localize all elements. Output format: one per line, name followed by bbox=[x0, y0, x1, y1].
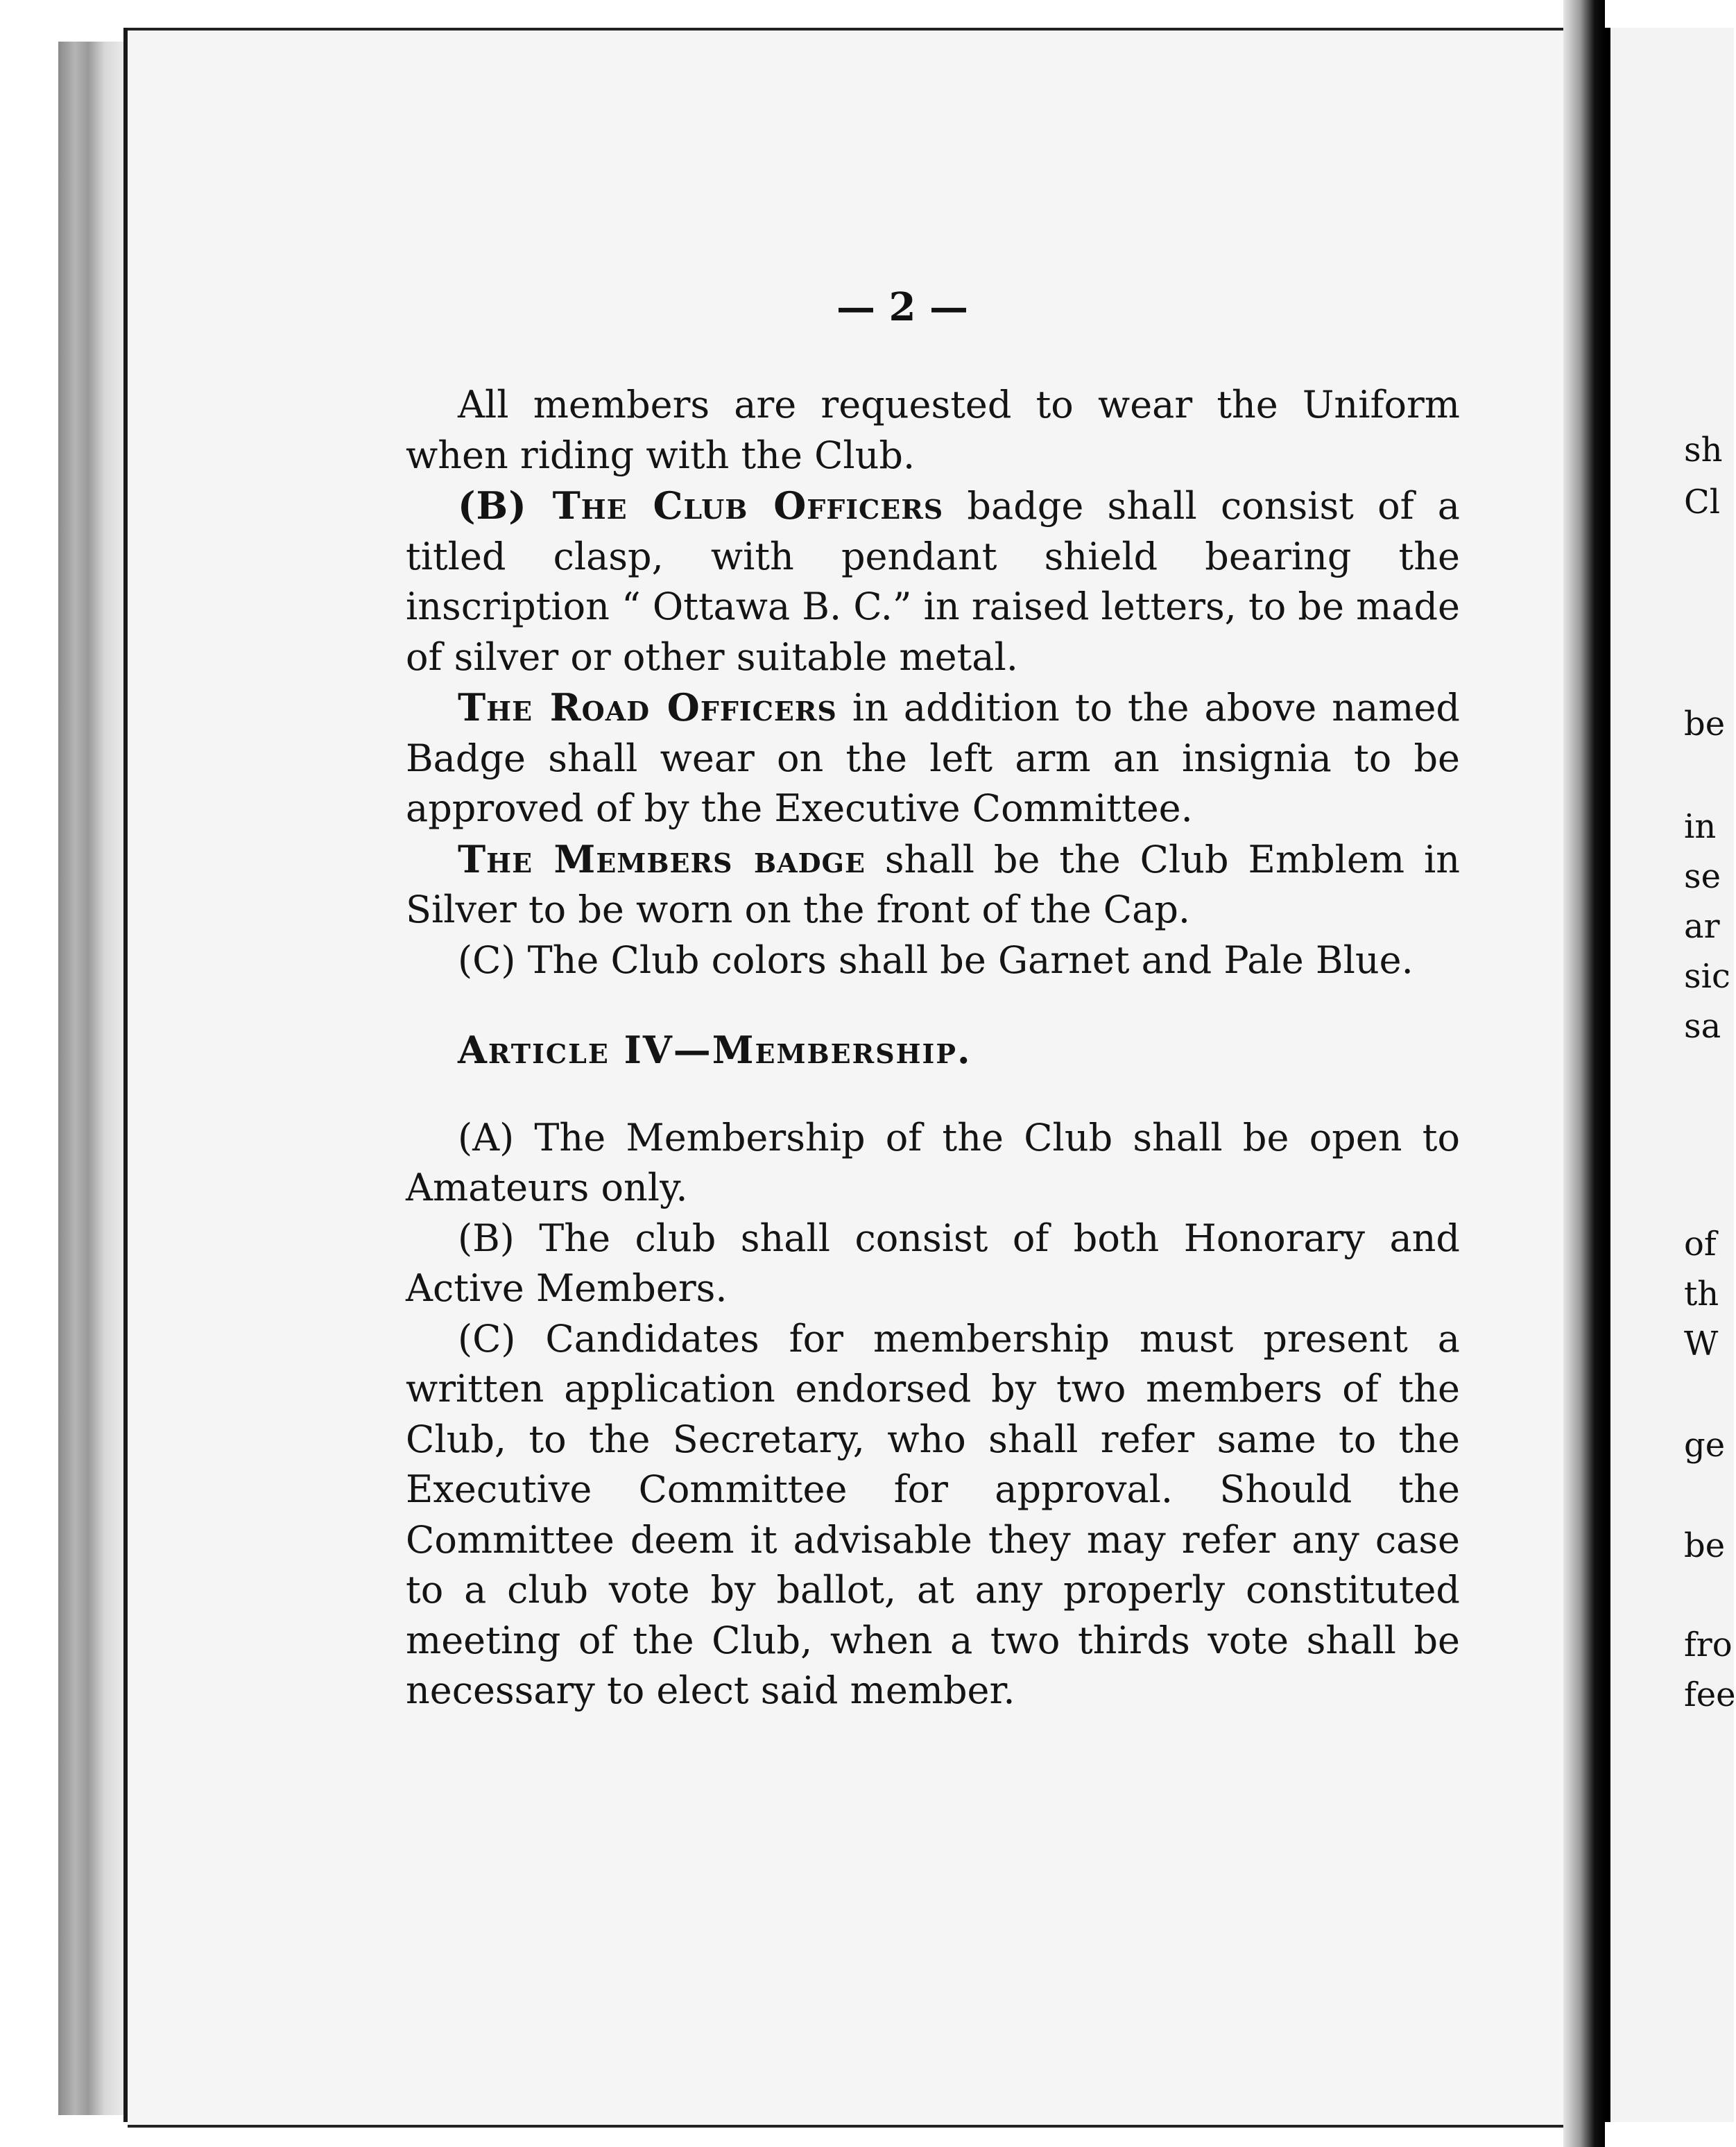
paragraph-membership-a: (A) The Membership of the Club shall be open to Amateurs only. bbox=[406, 1115, 1460, 1209]
facing-page-edge bbox=[1605, 28, 1734, 2122]
paragraph-membership-c: (C) Candidates for membership must present a written application endorsed by two members of the Club, to the Secretary, who shall refer same to the Executive Committee for approval. Should the Committee deem it advisable they may refer any case to a club vote by ballot, at any properly constituted meeting of the Club, when a two thirds vote shall be necessary to elect said member. bbox=[406, 1316, 1460, 1712]
run-in-head: The Road Officers bbox=[458, 685, 837, 730]
facing-fragment: sic bbox=[1684, 957, 1730, 996]
facing-fragment: sa bbox=[1684, 1007, 1721, 1046]
facing-fragment: W bbox=[1684, 1325, 1719, 1363]
run-in-head: (B) The Club Officers bbox=[458, 483, 944, 528]
facing-fragment: fro bbox=[1684, 1626, 1733, 1664]
facing-fragment: sh bbox=[1684, 431, 1723, 469]
facing-fragment: of bbox=[1684, 1225, 1717, 1264]
paragraph-colors: (C) The Club colors shall be Garnet and Pale Blue. bbox=[458, 938, 1413, 982]
facing-fragment: ar bbox=[1684, 907, 1720, 946]
page-body bbox=[406, 380, 1460, 1716]
facing-fragment: th bbox=[1684, 1275, 1719, 1313]
article-heading: Article IV—Membership. bbox=[458, 1028, 972, 1072]
facing-fragment: Cl bbox=[1684, 483, 1721, 521]
paragraph-uniform: All members are requested to wear the Uniform when riding with the Club. bbox=[406, 383, 1460, 477]
facing-fragment: be bbox=[1684, 705, 1726, 743]
facing-fragment: ge bbox=[1684, 1426, 1726, 1465]
facing-fragment: be bbox=[1684, 1526, 1726, 1565]
facing-fragment: in bbox=[1684, 807, 1717, 846]
facing-fragment: se bbox=[1684, 857, 1721, 896]
facing-fragment: fee bbox=[1684, 1675, 1736, 1714]
paragraph-membership-b: (B) The club shall consist of both Honorary and Active Members. bbox=[406, 1216, 1460, 1310]
paragraph-road-officers: The Road Officers in addition to the above named Badge shall wear on the left arm an insignia to be approved of by the Executive Committee. bbox=[406, 685, 1460, 830]
page-gutter bbox=[1563, 0, 1605, 2147]
page-number: — 2 — bbox=[836, 284, 968, 330]
paragraph-club-officers: (B) The Club Officers badge shall consist of a titled clasp, with pendant shield bearing the inscription “ Ottawa B. C.” in raised letters, to be made of silver or other suitable metal. bbox=[406, 483, 1460, 679]
paragraph-members-badge: The Members badge shall be the Club Emblem in Silver to be worn on the front of the Cap. bbox=[406, 836, 1460, 931]
book-spine-shadow bbox=[58, 42, 125, 2115]
run-in-head: The Members badge bbox=[458, 836, 866, 881]
